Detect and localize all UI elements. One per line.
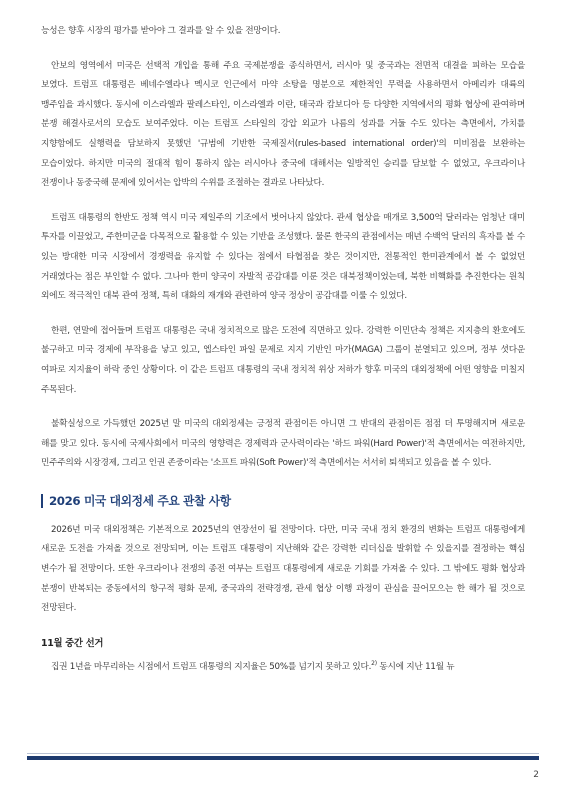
paragraph-midterm-text-cont: 동시에 지난 11월 뉴 [376, 661, 455, 672]
paragraph-korea-policy: 트럼프 대통령의 한반도 정책 역시 미국 제일주의 기조에서 벗어나지 않았다. 관세 협상을 매개로 3,500억 달러라는 엄청난 대미 투자를 이끌었고, 주한미군을 다목적으로 활용할 수 있는 기반을 조성했다. 물론 한국의 관점에서는 매년 수백억 달러의 흑자를 볼 수 있는 방대한 미국 시장에서 경쟁력을 유지할 수 있다는 점에서 타협점을 찾은 것이지만, 전통적인 한미관계에서 볼 수 없었던 거래였다는 점은 부인할 수 없다. 그나마 한미 양국이 자발적 공감대를 이룬 것은 대북정책이었는데, 북한 비핵화를 추진한다는 원칙 외에도 적극적인 대북 관여 정책, 특히 대화의 재개와 관련하여 양국 정상이 공감대를 이룰 수 있었다. [41, 212, 525, 302]
section-heading [41, 489, 525, 513]
footer-rule [27, 756, 539, 760]
section-heading-text: 2026 미국 대외정세 주요 관찰 사항 [49, 494, 231, 509]
footer-rule-thin [27, 753, 539, 754]
paragraph-security: 안보의 영역에서 미국은 선택적 개입을 통해 주요 국제분쟁을 종식하면서, 러시아 및 중국과는 전면적 대결을 피하는 모습을 보였다. 트럼프 대통령은 베네수엘라나 멕시코 인근에서 마약 소탕을 명분으로 제한적인 무력을 사용하면서 아메리카 대륙의 맹주임을 과시했다. 동시에 이스라엘과 팔레스타인, 이스라엘과 이란, 태국과 캄보디아 등 다양한 지역에서의 평화 협상에 관여하며 분쟁 해결사로서의 모습도 보여주었다. 이는 트럼프 스타일의 강압 외교가 나름의 성과를 거둘 수도 있다는 측면에서, 가치를 지향함에도 실행력을 담보하지 못했던 '규범에 기반한 국제질서(rules-based international order)'의 미비점을 보완하는 모습이었다. 하지만 미국의 절대적 힘이 통하지 않는 러시아나 중국에 대해서는 일방적인 승리를 담보할 수 없었고, 우크라이나 전쟁이나 동중국해 문제에 있어서는 압박의 수위를 조절하는 결과로 나타났다. [41, 60, 525, 189]
paragraph-continuation: 능성은 향후 시장의 평가를 받아야 그 결과를 알 수 있을 전망이다. [41, 26, 281, 36]
subsection-heading: 11월 중간 선거 [41, 637, 104, 649]
paragraph-domestic-politics: 한편, 연말에 접어들며 트럼프 대통령은 국내 정치적으로 많은 도전에 직면하고 있다. 강력한 이민단속 정책은 지지층의 환호에도 불구하고 미국 경제에 부작용을 낳고 있고, 엡스타인 파일 문제로 지지 기반인 마가(MAGA) 그룹이 분열되고 있으며, 정부 셧다운 여파로 지지율이 하락 중인 상황이다. 이 같은 트럼프 대통령의 국내 정치적 위상 저하가 향후 미국의 대외정책에 어떤 영향을 미칠지 주목된다. [41, 325, 525, 395]
paragraph-2026-outlook: 2026년 미국 대외정책은 기본적으로 2025년의 연장선이 될 전망이다. 다만, 미국 국내 정치 환경의 변화는 트럼프 대통령에게 새로운 도전을 가져올 것으로 전망되며, 이는 트럼프 대통령이 지난해와 같은 강력한 리더십을 발휘할 수 있을지를 결정하는 핵심 변수가 될 전망이다. 또한 우크라이나 전쟁의 종전 여부는 트럼프 대통령에게 새로운 기회를 가져올 수 있다. 그 밖에도 평화 협상과 분쟁이 반복되는 중동에서의 항구적 평화 문제, 중국과의 전략경쟁, 관세 협상 이행 과정이 관심을 끌어모으는 한 해가 될 것으로 전망된다. [41, 524, 525, 614]
paragraph-midterm-text: 집권 1년을 마무리하는 시점에서 트럼프 대통령의 지지율은 50%를 넘기지 못하고 있다. [51, 661, 372, 672]
footnote-reference[interactable]: 2) [371, 659, 377, 667]
page-number: 2 [533, 770, 539, 780]
section-heading-bar [41, 494, 43, 508]
paragraph-soft-power: 불확실성으로 가득했던 2025년 말 미국의 대외정세는 긍정적 관점이든 아니면 그 반대의 관점이든 점점 더 투명해지며 새로운 해를 맞고 있다. 동시에 국제사회에서 미국의 영향력은 경제력과 군사력이라는 '하드 파워(Hard Power)'적 측면에서는 여전하지만, 민주주의와 시장경제, 그리고 인권 존중이라는 '소프트 파워(Soft Power)'적 측면에서는 서서히 퇴색되고 있음을 볼 수 있다. [41, 419, 525, 469]
page-content [41, 22, 525, 692]
paragraph-midterm [41, 658, 525, 678]
